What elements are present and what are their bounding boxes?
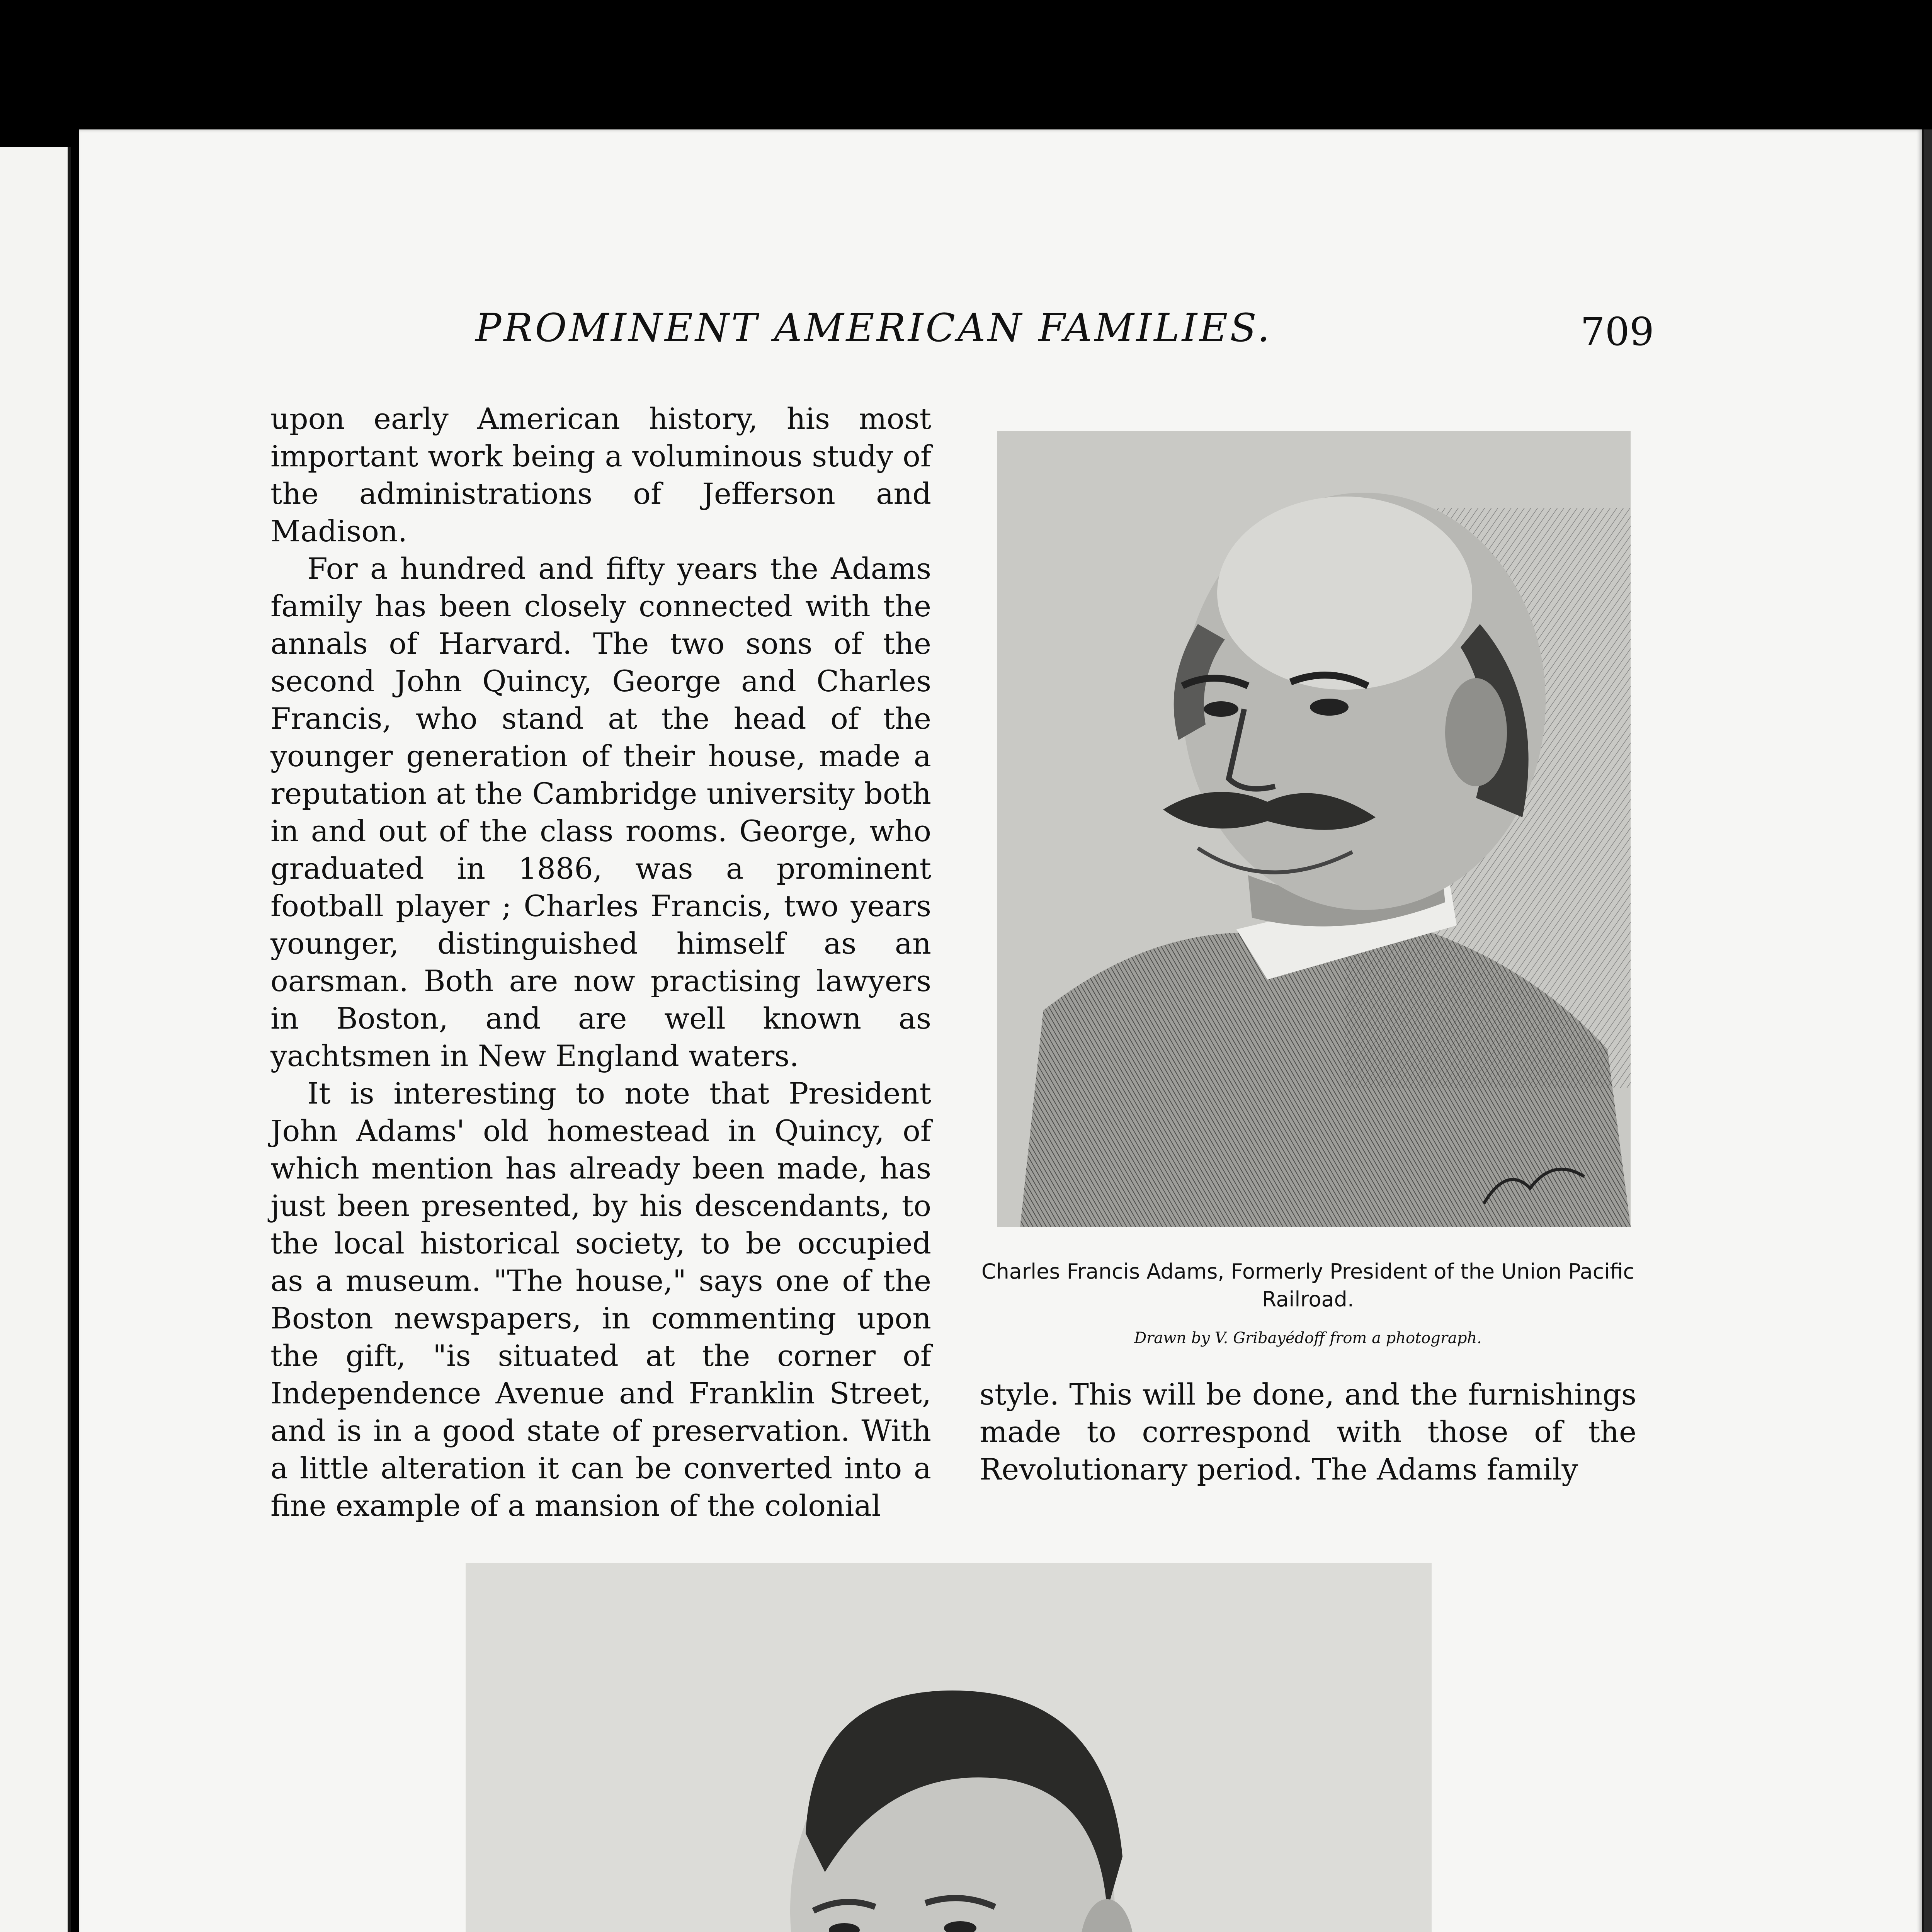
paragraph-3: It is interesting to note that President John Adams' old homestead in Quincy, of which mention has already been made, has just been presented, by his descendants, to the local historical society, to be occupied as a museum. "The house," says one of the Boston newspapers, in commenting upon the gift, "is situated at the corner of Independence Avenue and Franklin Street, and is in a good state of preservation. With a little alteration it can be converted into a fine example of a mansion of the colonial bbox=[270, 1076, 931, 1523]
page-number: 709 bbox=[1580, 309, 1654, 354]
paragraph-continuation: style. This will be done, and the furnishings made to correspond with those of the Revolutionary period. The Adams family bbox=[980, 1377, 1636, 1486]
paragraph-2: For a hundred and fifty years the Adams family has been closely connected with the annals of Harvard. The two sons of the second John Quincy, George and Charles Francis, who stand at the head of the younger generation of their house, made a reputation at the Cambridge university both in and out of the class rooms. George, who graduated in 1886, was a prominent football player ; Charles Francis, two years younger, distinguished himself as an oarsman. Both are now practising lawyers in Boston, and are well known as yachtsmen in New England waters. bbox=[270, 551, 931, 1073]
page-gutter-shadow bbox=[1923, 129, 1932, 1932]
paragraph-1: upon early American history, his most important work being a voluminous study of the administrations of Jefferson and Madison. bbox=[270, 401, 931, 548]
top-figure-caption: Charles Francis Adams, Formerly President of the Union Pacific Railroad. bbox=[981, 1259, 1635, 1311]
running-head: PROMINENT AMERICAN FAMILIES. bbox=[475, 305, 1272, 350]
left-text-column bbox=[270, 400, 931, 1524]
right-text-column bbox=[980, 1376, 1636, 1488]
top-figure-credit: Drawn by V. Gribayédoff from a photograph. bbox=[1134, 1329, 1482, 1347]
engraved-portrait-image bbox=[997, 431, 1631, 1227]
facing-page-edge bbox=[0, 147, 71, 1932]
photograph-portrait-image bbox=[466, 1563, 1432, 1932]
